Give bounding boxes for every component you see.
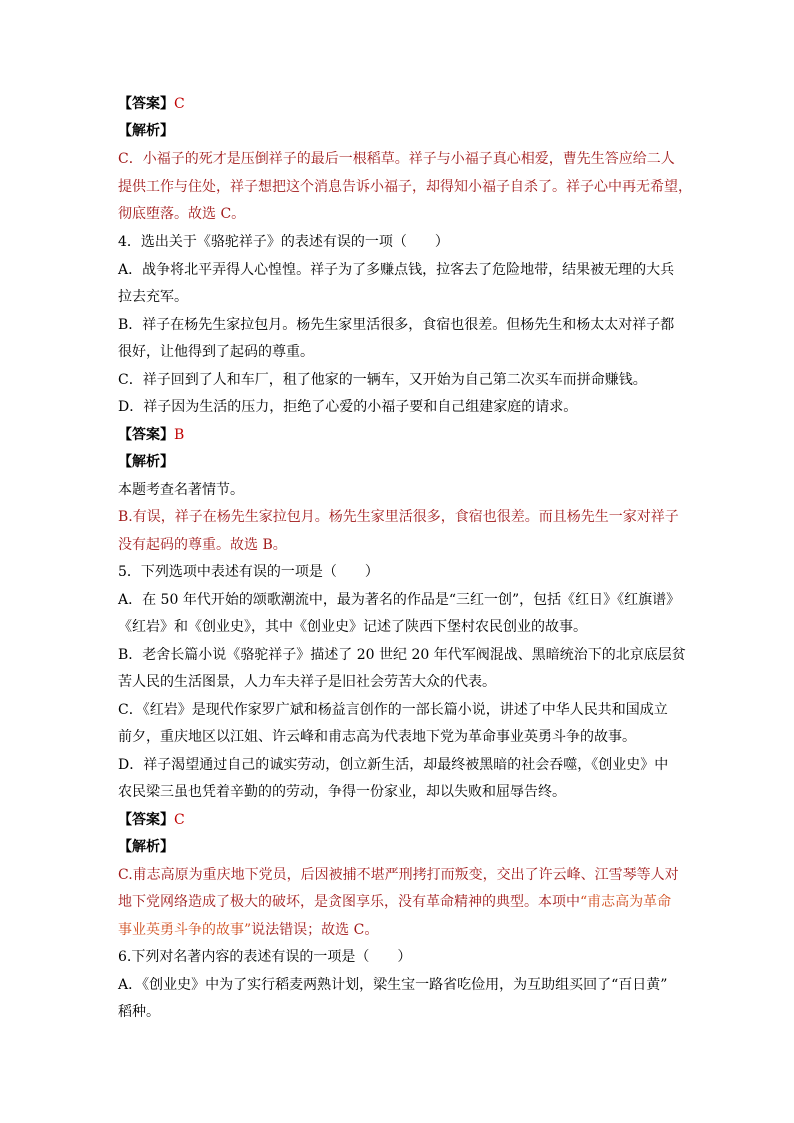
analysis-tag: 【解析】 [118, 839, 174, 855]
option-text: 前夕，重庆地区以江姐、许云峰和甫志高为代表地下党为革命事业英勇斗争的故事。 [118, 729, 636, 745]
option-text: A．战争将北平弄得人心惶惶。祥子为了多赚点钱，拉客去了危险地带，结果被无理的大兵 [118, 262, 675, 278]
analysis-tag-line [118, 453, 174, 471]
option-text: 《红岩》和《创业史》，其中《创业史》记述了陕西下堡村农民创业的故事。 [118, 619, 587, 635]
analysis-text: 提供工作与住处，祥子想把这个消息告诉小福子，却得知小福子自杀了。祥子心中再无希望， [118, 179, 692, 195]
option-text: 农民梁三虽也凭着辛勤的的劳动，争得一份家业，却以失败和屈辱告终。 [118, 784, 566, 800]
option-text: B．老舍长篇小说《骆驼祥子》描述了 20 世纪 20 年代军阀混战、黑暗统治下的北京底层贫 [118, 647, 686, 663]
option-text: D．祥子渴望通过自己的诚实劳动，创立新生活，却最终被黑暗的社会吞噬，《创业史》中 [118, 757, 669, 773]
answer-tag: 【答案】 [118, 812, 174, 828]
analysis-text: C．小福子的死才是压倒祥子的最后一根稻草。祥子与小福子真心相爱，曹先生答应给二人 [118, 151, 675, 167]
analysis-tag: 【解析】 [118, 454, 174, 470]
question-title: 6.下列对名著内容的表述有误的一项是（ ） [118, 949, 412, 965]
option-text: A．《创业史》中为了实行稻麦两熟计划，梁生宝一路省吃俭用，为互助组买回了“百日黄” [118, 977, 668, 993]
option-text: 很好，让他得到了起码的尊重。 [118, 344, 314, 360]
answer-line [118, 95, 185, 113]
answer-tag: 【答案】 [118, 427, 174, 443]
quote-highlight: 事业英勇斗争的故事” [118, 922, 252, 938]
analysis-text: 地下党网络造成了极大的破坏，是贪图享乐，没有革命精神的典型。本项中 [118, 894, 580, 910]
option-text: 稻种。 [118, 1004, 160, 1020]
option-text: D．祥子因为生活的压力，拒绝了心爱的小福子要和自己组建家庭的请求。 [118, 399, 578, 415]
option-text: 苦人民的生活图景，人力车夫祥子是旧社会劳苦大众的代表。 [118, 674, 496, 690]
analysis-tag-line [118, 122, 174, 140]
analysis-text-mixed [118, 893, 671, 911]
question-title: 4．选出关于《骆驼祥子》的表述有误的一项（ ） [118, 234, 449, 250]
answer-line [118, 811, 185, 829]
question-title: 5．下列选项中表述有误的一项是（ ） [118, 564, 379, 580]
answer-letter: C [174, 96, 185, 112]
analysis-text: 本题考查名著情节。 [118, 482, 244, 498]
analysis-text: C.甫志高原为重庆地下党员，后因被捕不堪严刑拷打而叛变，交出了许云峰、江雪琴等人对 [118, 867, 679, 883]
analysis-text: B.有误，祥子在杨先生家拉包月。杨先生家里活很多，食宿也很差。而且杨先生一家对祥子 [118, 509, 679, 525]
analysis-text-mixed [118, 921, 378, 939]
analysis-text: 彻底堕落。故选 C。 [118, 206, 246, 222]
analysis-text: 没有起码的尊重。故选 B。 [118, 537, 287, 553]
answer-line [118, 426, 184, 444]
analysis-text: 说法错误；故选 C。 [251, 922, 379, 938]
option-text: 拉去充军。 [118, 289, 188, 305]
answer-tag: 【答案】 [118, 96, 174, 112]
analysis-tag: 【解析】 [118, 123, 174, 139]
quote-highlight: “甫志高为革命 [580, 894, 672, 910]
option-text: C．《红岩》是现代作家罗广斌和杨益言创作的一部长篇小说，讲述了中华人民共和国成立 [118, 702, 668, 718]
answer-letter: B [174, 427, 185, 443]
option-text: C．祥子回到了人和车厂，租了他家的一辆车，又开始为自己第二次买车而拼命赚钱。 [118, 372, 647, 388]
analysis-tag-line [118, 838, 174, 856]
option-text: A．在 50 年代开始的颂歌潮流中，最为著名的作品是“三红一创”，包括《红日》《红旗谱》 [118, 592, 681, 608]
option-text: B．祥子在杨先生家拉包月。杨先生家里活很多，食宿也很差。但杨先生和杨太太对祥子都 [118, 317, 675, 333]
answer-letter: C [174, 812, 185, 828]
